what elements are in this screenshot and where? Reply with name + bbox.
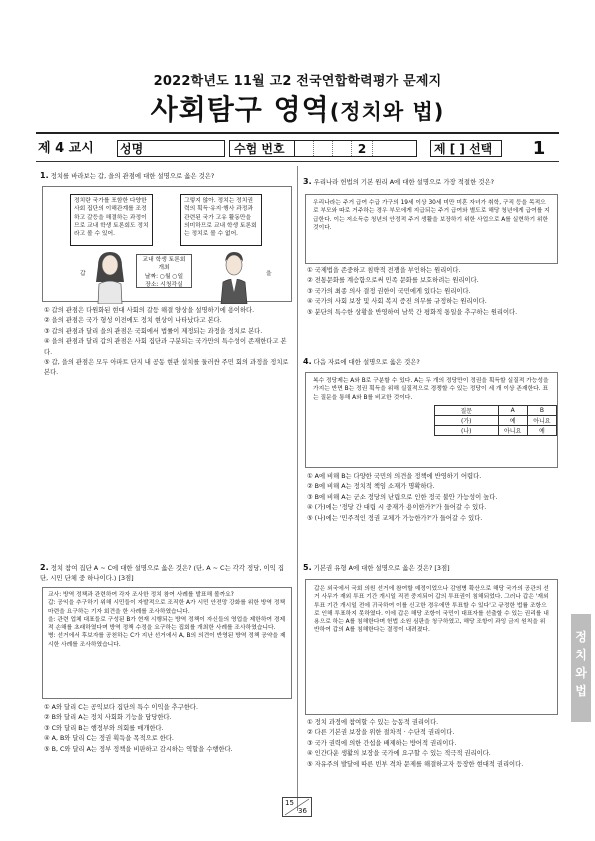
id-digit: 2	[357, 142, 367, 156]
q4-option-3[interactable]: ③ B에 비해 A는 군소 정당의 난립으로 인한 정국 불안 가능성이 높다.	[307, 493, 498, 501]
subject-title	[0, 88, 595, 128]
q3-box: 우리나라는 주거 급여 수급 가구의 19세 이상 30세 미만 미혼 자녀가 취학, 구직 등을 목적으로 부모와 따로 거주하는 경우 부모에게 지급되는 주거 급여와 별도로 해당 청년에게 급여를 지급한다. 이는 저소득층 청년의 안정적 주거 생활을 보장하기 위한 사업으로 A를 실현하기 위한 것이다.	[305, 194, 558, 264]
q2-option-2[interactable]: ② B와 달리 A는 정치 사회화 기능을 담당한다.	[44, 714, 172, 722]
q5-stem	[303, 563, 559, 573]
name-label: 성명	[120, 142, 144, 156]
subject-main: 사회탐구 영역	[150, 93, 330, 126]
q4-cell: 예	[527, 425, 556, 435]
q1-option-5[interactable]: ⑤ 갑, 을의 관점은 모두 아파트 단지 내 공동 현관 설치를 둘러싼 주민 회의 과정을 정치로 본다.	[44, 359, 289, 377]
q5-number: 5.	[303, 563, 312, 572]
q4-option-5[interactable]: ⑤ (나)에는 '민주적인 정권 교체가 가능한가?'가 들어갈 수 있다.	[307, 514, 483, 522]
page-footer	[282, 797, 312, 817]
poster-date: 날짜: ○월 ○일	[144, 273, 184, 280]
q3-option-3[interactable]: ③ 국가의 최종 의사 결정 권한이 국민에게 있다는 원리이다.	[307, 287, 471, 295]
q4-options	[307, 472, 559, 524]
footer-total: 36	[298, 807, 307, 815]
q4-number: 4.	[303, 357, 312, 366]
q3-option-4[interactable]: ④ 국가의 사회 보장 및 사회 복지 증진 의무를 규정하는 원리이다.	[307, 298, 487, 306]
q3-number: 3.	[303, 177, 312, 186]
q5-option-4[interactable]: ④ 인간다운 생활의 보장을 국가에 요구할 수 있는 적극적 권리이다.	[307, 750, 491, 758]
q3-option-5[interactable]: ⑤ 분단의 특수한 상황을 반영하여 남북 간 평화적 통일을 추구하는 원리이다.	[307, 308, 518, 316]
q5-option-3[interactable]: ③ 국가 권력에 의한 간섭을 배제하는 방어적 권리이다.	[307, 739, 457, 747]
person-a-label: 갑	[80, 271, 86, 277]
q2-number: 2.	[40, 563, 49, 572]
column-divider	[297, 166, 298, 811]
q1-option-4[interactable]: ④ 을의 관점과 달리 갑의 관점은 사회 집단과 구분되는 국가만의 특수성이 존재한다고 본다.	[44, 338, 287, 356]
q4-th-b: B	[527, 405, 556, 415]
exam-title: 2022학년도 11월 고2 전국연합학력평가 문제지	[153, 74, 442, 89]
q2-box-line-2: 갑: 공익을 추구하기 위해 시민들이 자발적으로 조직한 A가 시민 안전망 강화를 위한 방역 정책 마련을 요구하는 기자 회견을 한 사례를 조사하였습니다.	[48, 600, 286, 615]
q5-stem-text: 기본권 유형 A에 대한 설명으로 옳은 것은? [3점]	[313, 564, 450, 572]
q5-option-2[interactable]: ② 다른 기본권 보장을 위한 절차적 · 수단적 권리이다.	[307, 729, 455, 737]
q1-option-1[interactable]: ① 갑의 관점은 다원화된 현대 사회의 갈등 해결 양상을 설명하기에 용이하다.	[44, 307, 255, 314]
q3-stem	[303, 177, 559, 187]
q5-options	[307, 718, 559, 770]
poster-title: 교내 학생 토론회 개최	[142, 257, 186, 272]
q4-table-row	[435, 415, 557, 425]
subject-side-tab	[571, 614, 591, 722]
q4-table-header	[435, 405, 557, 415]
id-field	[229, 140, 417, 157]
q4-th-a: A	[498, 405, 527, 415]
period-label: 제 4 교시	[38, 141, 94, 156]
q3-stem-text: 우리나라 헌법의 기본 원리 A에 대한 설명으로 가장 적절한 것은?	[313, 178, 495, 186]
q1-options	[44, 306, 294, 379]
q4-stem-text: 다음 자료에 대한 설명으로 옳은 것은?	[313, 358, 420, 366]
choice-field: 제 [ ] 선택	[430, 140, 502, 157]
poster-place: 장소: 시청각실	[145, 281, 183, 288]
subject-sub: (정치와 법)	[329, 100, 445, 124]
side-tab-char: 법	[575, 684, 587, 698]
name-field	[117, 140, 225, 157]
q2-options	[44, 703, 294, 755]
q2-box	[42, 587, 292, 699]
q5-option-1[interactable]: ① 정치 과정에 참여할 수 있는 능동적 권리이다.	[307, 719, 439, 726]
q5-option-5[interactable]: ⑤ 자유주의 발달에 따른 빈부 격차 문제를 해결하고자 등장한 현대적 권리이다.	[307, 760, 524, 768]
header-rule-top	[36, 132, 559, 134]
q1-bubble-left: 정치란 국가를 포함한 다양한 사회 집단의 이해관계를 조정하고 갈등을 해결하는 과정이므로 교내 학생 토론회도 정치라고 볼 수 있어.	[70, 194, 153, 246]
q5-box: 갑은 외국에서 국회 의원 선거에 참여할 예정이었으나 감염병 확산으로 해당 국가의 공관의 선거 사무가 재외 투표 기간 개시일 직전 중지되어 갑의 투표권이 침해되었다. 그러나 갑은 '재외 투표 기간 개시일 전에 귀국하여 이를 신고한 경우에만 투표할 수 있다'고 규정한 법률 조항으로 인해 투표하지 못하였다. 이에 갑은 해당 조항이 국민이 대표자를 선출할 수 있는 권리를 내용으로 하는 A를 침해한다며 헌법 소원 심판을 청구하였고, 해당 조항이 과잉 금지 원칙을 위반하여 갑의 A를 침해한다는 결정이 내려졌다.	[305, 579, 558, 715]
q4-table	[434, 405, 557, 436]
side-tab-char: 정	[575, 630, 587, 644]
q4-cell: 아니요	[498, 425, 527, 435]
q3-option-1[interactable]: ① 국제법을 존중하고 침략적 전쟁을 부인하는 원리이다.	[307, 267, 461, 274]
q1-option-3[interactable]: ③ 갑의 관점과 달리 을의 관점은 국회에서 법률이 제정되는 과정을 정치로 본다.	[44, 327, 263, 335]
q2-box-line-4: 병: 선거에서 후보자를 공천하는 C가 지난 선거에서 A, B의 의견이 반영된 방역 정책 공약을 제시한 사례를 조사하였습니다.	[48, 633, 286, 648]
q4-table-row	[435, 425, 557, 435]
header-rule-bottom	[36, 161, 559, 162]
person-b-illustration	[214, 248, 254, 304]
q4-box-text: 복수 정당제는 A와 B로 구분할 수 있다. A는 두 개의 정당만이 정권을 획득할 실질적 가능성을 가지는 반면 B는 정권 획득을 위해 실질적으로 경쟁할 수 있는 정당이 세 개 이상 존재한다. 표는 질문을 통해 A와 B를 비교한 것이다.	[313, 378, 549, 401]
q2-stem	[40, 563, 292, 583]
q1-stem	[40, 171, 292, 181]
q4-cell: 아니요	[527, 415, 556, 425]
person-b-label: 을	[266, 271, 272, 277]
q3-option-2[interactable]: ② 전통문화를 계승함으로써 민족 문화를 보호하려는 원리이다.	[307, 277, 479, 285]
q4-stem	[303, 357, 559, 367]
q1-stem-text: 정치를 바라보는 갑, 을의 관점에 대한 설명으로 옳은 것은?	[50, 172, 215, 180]
q1-poster	[136, 254, 192, 288]
q4-cell: (가)	[435, 415, 499, 425]
q2-option-5[interactable]: ⑤ B, C와 달리 A는 정부 정책을 비판하고 감시하는 역할을 수행한다.	[44, 745, 233, 753]
side-tab-char: 와	[575, 666, 587, 680]
q4-option-4[interactable]: ④ (가)에는 '정당 간 대립 시 중재가 용이한가?'가 들어갈 수 있다.	[307, 504, 487, 512]
side-tab-char: 치	[575, 648, 587, 662]
q1-bubble-right: 그렇지 않아. 정치는 정치권력의 획득·유지·행사 과정과 관련된 국가 고유 활동만을 의미하므로 교내 학생 토론회는 정치로 볼 수 없어.	[180, 194, 262, 246]
q1-number: 1.	[40, 171, 49, 180]
page-number: 1	[532, 138, 546, 159]
q2-box-line-3: 을: 관련 업체 대표들로 구성된 B가 현재 시행되는 방역 정책이 자신들의 영업을 제한하여 경제적 손해를 초래하였다며 방역 정책 수정을 요구하는 집회를 개최한 사례를 조사하였습니다.	[48, 616, 286, 632]
q4-th-question: 질문	[435, 405, 499, 415]
footer-page: 15	[285, 799, 294, 807]
q2-option-4[interactable]: ④ A, B와 달리 C는 정권 획득을 목적으로 한다.	[44, 735, 174, 743]
id-label: 수험 번호	[230, 141, 295, 156]
q3-options	[307, 266, 559, 318]
q1-option-2[interactable]: ② 을의 관점은 국가 형성 이전에도 정치 현상이 나타났다고 본다.	[44, 317, 222, 325]
q2-stem-text: 정치 참여 집단 A ~ C에 대한 설명으로 옳은 것은? (단, A ~ C는 각각 정당, 이익 집단, 시민 단체 중 하나이다.) [3점]	[40, 564, 285, 583]
q2-box-line-1: 교사: 방역 정책과 관련하여 각자 조사한 정치 참여 사례를 발표해 볼까요?	[48, 592, 234, 598]
q4-option-2[interactable]: ② B에 비해 A는 정치적 책임 소재가 명확하다.	[307, 483, 435, 491]
q4-cell: (나)	[435, 425, 499, 435]
person-a-illustration	[90, 248, 130, 304]
q2-option-3[interactable]: ③ C와 달리 B는 행정부와 의회를 매개한다.	[44, 724, 164, 732]
q2-option-1[interactable]: ① A와 달리 C는 공익보다 집단의 특수 이익을 추구한다.	[44, 704, 199, 711]
q4-cell: 예	[498, 415, 527, 425]
q4-box	[305, 372, 558, 468]
q4-option-1[interactable]: ① A에 비해 B는 다양한 국민의 의견을 정책에 반영하기 어렵다.	[307, 473, 482, 480]
